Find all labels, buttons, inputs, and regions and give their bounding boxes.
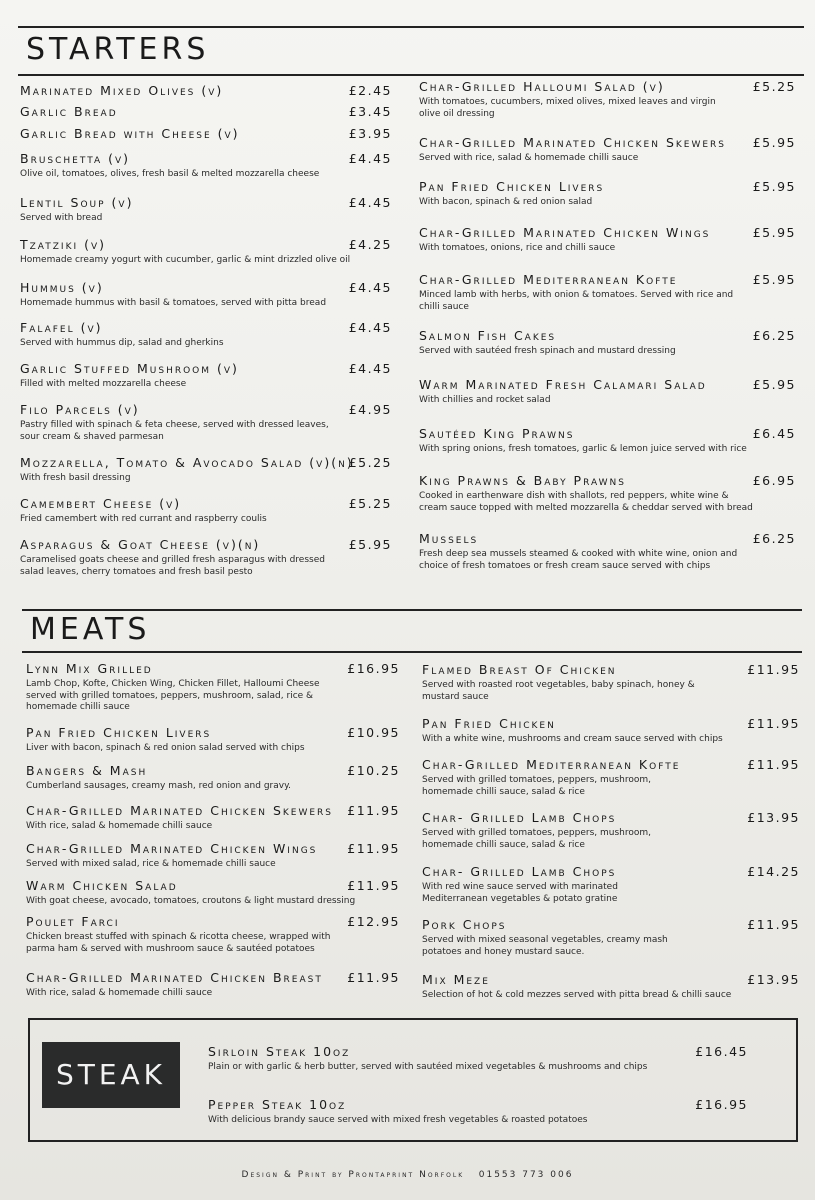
item-name: Filo Parcels (v) <box>20 402 140 417</box>
item-name: Char- Grilled Lamb Chops <box>422 810 617 825</box>
item-description: Selection of hot & cold mezzes served with pitta bread & chilli sauce <box>422 990 732 1000</box>
item-name: Garlic Stuffed Mushroom (v) <box>20 361 239 376</box>
item-name: Hummus (v) <box>20 280 104 295</box>
menu-item <box>26 803 400 833</box>
item-price: £6.95 <box>752 473 796 488</box>
item-price: £10.95 <box>347 725 400 740</box>
item-description: With bacon, spinach & red onion salad <box>419 197 593 207</box>
item-description: Olive oil, tomatoes, olives, fresh basil & melted mozzarella cheese <box>20 169 320 179</box>
item-name: Mix Meze <box>422 972 490 987</box>
item-name: Lentil Soup (v) <box>20 195 134 210</box>
menu-item <box>422 662 800 703</box>
menu-item <box>419 179 796 209</box>
item-description: Plain or with garlic & herb butter, served with sautéed mixed vegetables & mushrooms and chips <box>208 1062 648 1072</box>
item-description: With fresh basil dressing <box>20 473 131 483</box>
item-description: Cumberland sausages, creamy mash, red onion and gravy. <box>26 781 291 791</box>
item-name: Garlic Bread with Cheese (v) <box>20 126 240 141</box>
menu-item <box>20 537 392 578</box>
menu-item <box>26 970 400 1000</box>
item-description: Served with rice, salad & homemade chilli sauce <box>419 153 639 163</box>
item-price: £11.95 <box>347 841 400 856</box>
item-price: £5.95 <box>348 537 392 552</box>
item-price: £4.45 <box>348 195 392 210</box>
item-price: £13.95 <box>747 810 800 825</box>
item-price: £4.45 <box>348 320 392 335</box>
item-name: Pork Chops <box>422 917 507 932</box>
item-price: £11.95 <box>747 757 800 772</box>
item-description: Liver with bacon, spinach & red onion salad served with chips <box>26 743 305 753</box>
menu-item <box>208 1097 748 1127</box>
item-price: £16.45 <box>695 1044 748 1059</box>
item-name: Char-Grilled Mediterranean Kofte <box>422 757 681 772</box>
item-name: King Prawns & Baby Prawns <box>419 473 626 488</box>
item-description: With delicious brandy sauce served with mixed fresh vegetables & roasted potatoes <box>208 1115 588 1125</box>
item-name: Lynn Mix Grilled <box>26 661 153 676</box>
item-name: Garlic Bread <box>20 104 118 119</box>
meats-title: MEATS <box>30 612 151 647</box>
item-name: Char-Grilled Marinated Chicken Skewers <box>26 803 334 818</box>
item-price: £4.45 <box>348 280 392 295</box>
item-price: £5.95 <box>752 225 796 240</box>
item-name: Tzatziki (v) <box>20 237 107 252</box>
item-price: £11.95 <box>347 970 400 985</box>
item-description: Served with bread <box>20 213 103 223</box>
starters-bottom-rule <box>18 74 804 76</box>
item-description: With rice, salad & homemade chilli sauce <box>26 988 213 998</box>
starters-title: STARTERS <box>26 32 210 67</box>
item-price: £11.95 <box>747 716 800 731</box>
item-name: Char-Grilled Mediterranean Kofte <box>419 272 678 287</box>
item-description: With tomatoes, onions, rice and chilli sauce <box>419 243 616 253</box>
item-name: Pan Fried Chicken Livers <box>419 179 605 194</box>
item-description: Minced lamb with herbs, with onion & tomatoes. Served with rice and chilli sauce <box>419 290 734 312</box>
item-description: Fresh deep sea mussels steamed & cooked with white wine, onion and choice of fresh tomatoes or fresh cream sauce served with chips <box>419 549 738 571</box>
menu-item <box>20 83 392 98</box>
item-description: With rice, salad & homemade chilli sauce <box>26 821 213 831</box>
menu-item <box>419 135 796 165</box>
menu-item <box>419 426 796 456</box>
item-price: £6.25 <box>752 531 796 546</box>
menu-item <box>20 280 392 310</box>
item-description: Served with roasted root vegetables, baby spinach, honey & mustard sauce <box>422 680 695 702</box>
item-price: £5.25 <box>348 455 392 470</box>
item-description: Chicken breast stuffed with spinach & ricotta cheese, wrapped with parma ham & served with mushroom sauce & sautéed potatoes <box>26 932 331 954</box>
menu-item <box>419 79 796 120</box>
menu-item <box>419 328 796 358</box>
item-price: £4.45 <box>348 361 392 376</box>
item-price: £5.25 <box>348 496 392 511</box>
item-name: Char-Grilled Halloumi Salad (v) <box>419 79 665 94</box>
menu-item <box>20 195 392 225</box>
menu-item <box>20 151 392 181</box>
item-name: Bangers & Mash <box>26 763 148 778</box>
steak-section <box>28 1018 798 1142</box>
item-price: £4.25 <box>348 237 392 252</box>
item-name: Char-Grilled Marinated Chicken Breast <box>26 970 323 985</box>
item-price: £4.95 <box>348 402 392 417</box>
item-price: £3.45 <box>348 104 392 119</box>
item-description: Homemade hummus with basil & tomatoes, served with pitta bread <box>20 298 327 308</box>
menu-item <box>20 455 392 485</box>
item-name: Warm Marinated Fresh Calamari Salad <box>419 377 707 392</box>
menu-item <box>26 725 400 755</box>
item-description: Served with mixed salad, rice & homemade chilli sauce <box>26 859 276 869</box>
item-name: Char- Grilled Lamb Chops <box>422 864 617 879</box>
item-price: £2.45 <box>348 83 392 98</box>
item-description: With chillies and rocket salad <box>419 395 551 405</box>
item-price: £11.95 <box>747 662 800 677</box>
menu-item <box>26 661 400 714</box>
menu-item <box>422 972 800 1002</box>
item-name: Char-Grilled Marinated Chicken Skewers <box>419 135 727 150</box>
item-price: £6.25 <box>752 328 796 343</box>
steak-badge: STEAK <box>42 1042 180 1108</box>
item-price: £16.95 <box>695 1097 748 1112</box>
item-name: Mussels <box>419 531 479 546</box>
item-name: Sirloin Steak 10oz <box>208 1044 351 1059</box>
item-price: £13.95 <box>747 972 800 987</box>
item-description: With goat cheese, avocado, tomatoes, croutons & light mustard dressing <box>26 896 356 906</box>
menu-item <box>422 864 800 905</box>
item-name: Camembert Cheese (v) <box>20 496 182 511</box>
item-price: £11.95 <box>747 917 800 932</box>
item-name: Marinated Mixed Olives (v) <box>20 83 224 98</box>
menu-item <box>419 473 796 514</box>
menu-item <box>419 225 796 255</box>
item-name: Char-Grilled Marinated Chicken Wings <box>419 225 711 240</box>
meats-bottom-rule <box>22 651 802 653</box>
item-price: £14.25 <box>747 864 800 879</box>
item-price: £10.25 <box>347 763 400 778</box>
item-name: Pepper Steak 10oz <box>208 1097 347 1112</box>
item-description: With red wine sauce served with marinated Mediterranean vegetables & potato gratine <box>422 882 618 904</box>
item-name: Warm Chicken Salad <box>26 878 178 893</box>
item-description: With spring onions, fresh tomatoes, garlic & lemon juice served with rice <box>419 444 747 454</box>
item-description: Caramelised goats cheese and grilled fresh asparagus with dressed salad leaves, cherry tomatoes and fresh basil pesto <box>20 555 325 577</box>
menu-item <box>26 763 400 793</box>
item-name: Salmon Fish Cakes <box>419 328 557 343</box>
menu-item <box>20 496 392 526</box>
menu-item <box>20 320 392 350</box>
item-name: Sautéed King Prawns <box>419 426 575 441</box>
item-name: Asparagus & Goat Cheese (v)(n) <box>20 537 261 552</box>
menu-item <box>20 361 392 391</box>
item-price: £5.95 <box>752 135 796 150</box>
item-name: Char-Grilled Marinated Chicken Wings <box>26 841 318 856</box>
starters-top-rule <box>18 26 804 28</box>
menu-item <box>20 126 392 141</box>
item-price: £3.95 <box>348 126 392 141</box>
item-description: Served with sautéed fresh spinach and mustard dressing <box>419 346 676 356</box>
item-description: Served with grilled tomatoes, peppers, mushroom, homemade chilli sauce, salad & rice <box>422 828 651 850</box>
menu-item <box>20 237 392 267</box>
menu-item <box>208 1044 748 1074</box>
menu-item <box>419 377 796 407</box>
item-description: Cooked in earthenware dish with shallots, red peppers, white wine & cream sauce topped with melted mozzarella & cheddar served with bread <box>419 491 753 513</box>
print-credit-footer: Design & Print by Prontaprint Norfolk 01553 773 006 <box>241 1170 574 1180</box>
menu-item <box>26 841 400 871</box>
menu-item <box>422 810 800 851</box>
item-price: £5.95 <box>752 179 796 194</box>
menu-item <box>419 272 796 313</box>
menu-item <box>26 878 400 908</box>
item-name: Mozzarella, Tomato & Avocado Salad (v)(n) <box>20 455 354 470</box>
item-price: £5.95 <box>752 272 796 287</box>
item-description: Pastry filled with spinach & feta cheese, served with dressed leaves, sour cream & shaved parmesan <box>20 420 329 442</box>
meats-top-rule <box>22 609 802 611</box>
menu-item <box>422 917 800 958</box>
menu-item <box>422 716 800 746</box>
item-description: Homemade creamy yogurt with cucumber, garlic & mint drizzled olive oil <box>20 255 351 265</box>
item-price: £5.95 <box>752 377 796 392</box>
item-description: Fried camembert with red currant and raspberry coulis <box>20 514 267 524</box>
item-price: £12.95 <box>347 914 400 929</box>
item-name: Pan Fried Chicken Livers <box>26 725 212 740</box>
item-name: Poulet Farci <box>26 914 120 929</box>
item-price: £11.95 <box>347 878 400 893</box>
item-price: £11.95 <box>347 803 400 818</box>
item-price: £5.25 <box>752 79 796 94</box>
menu-item <box>419 531 796 572</box>
item-price: £16.95 <box>347 661 400 676</box>
item-price: £4.45 <box>348 151 392 166</box>
item-price: £6.45 <box>752 426 796 441</box>
item-name: Flamed Breast Of Chicken <box>422 662 617 677</box>
menu-item <box>422 757 800 798</box>
item-name: Bruschetta (v) <box>20 151 131 166</box>
item-description: Served with mixed seasonal vegetables, creamy mash potatoes and honey mustard sauce. <box>422 935 668 957</box>
item-description: Served with grilled tomatoes, peppers, mushroom, homemade chilli sauce, salad & rice <box>422 775 651 797</box>
item-name: Falafel (v) <box>20 320 103 335</box>
menu-item <box>26 914 400 955</box>
item-description: Lamb Chop, Kofte, Chicken Wing, Chicken Fillet, Halloumi Cheese served with grilled tomatoes, peppers, mushroom, salad, rice & homemade chilli sauce <box>26 679 320 712</box>
menu-item <box>20 402 392 443</box>
menu-item <box>20 104 392 119</box>
item-description: Served with hummus dip, salad and gherkins <box>20 338 224 348</box>
item-description: With a white wine, mushrooms and cream sauce served with chips <box>422 734 723 744</box>
item-description: With tomatoes, cucumbers, mixed olives, mixed leaves and virgin olive oil dressing <box>419 97 716 119</box>
item-name: Pan Fried Chicken <box>422 716 556 731</box>
item-description: Filled with melted mozzarella cheese <box>20 379 187 389</box>
